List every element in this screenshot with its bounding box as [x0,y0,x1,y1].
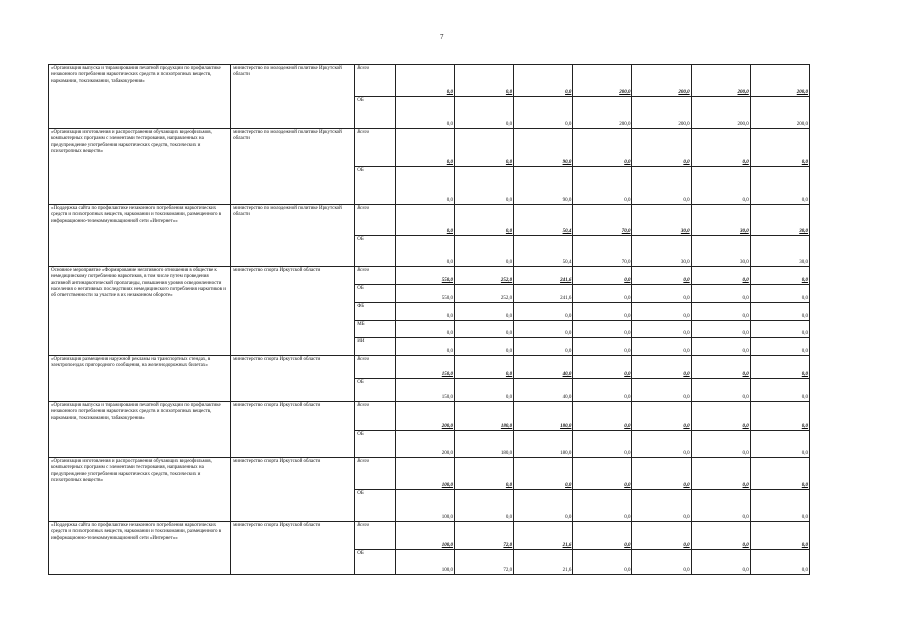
amount-cell: 0,0 [750,550,809,575]
amount-cell: 100,0 [395,490,454,522]
amount-cell: 252,0 [455,267,514,285]
funding-source: Всего [355,458,396,490]
amount-cell: 72,0 [455,550,514,575]
funding-source: ОБ [355,285,396,303]
funding-source: ОБ [355,379,396,402]
table-row [49,356,810,379]
measure-description: «Организация изготовления и распространения обучающих видеофильмов, компьютерных программ с элементами тестирования, направленных на предупреждение употребления наркотических средств, токсических и психотропных веществ» [49,129,231,205]
amount-cell: 0,0 [573,402,632,431]
amount-cell: 0,0 [691,431,750,458]
amount-cell: 0,0 [632,550,691,575]
amount-cell: 200,0 [632,97,691,129]
measure-description: «Организация размещения наружной рекламы на транспортных стендах, в электропоездах пригородного сообщения, на железнодорожных билетах» [49,356,231,402]
amount-cell: 0,0 [691,267,750,285]
amount-cell: 200,0 [395,402,454,431]
amount-cell: 0,0 [455,129,514,167]
amount-cell: 200,0 [573,65,632,97]
amount-cell: 90,0 [514,129,573,167]
amount-cell: 0,0 [750,379,809,402]
funding-source: Всего [355,356,396,379]
responsible-executor: министерство спорта Иркутской области [231,402,355,458]
amount-cell: 0,0 [455,321,514,338]
amount-cell: 0,0 [750,522,809,550]
amount-cell: 0,0 [573,321,632,338]
amount-cell: 0,0 [691,522,750,550]
funding-source: Всего [355,65,396,97]
funding-source: ОБ [355,236,396,267]
amount-cell: 0,0 [632,402,691,431]
measure-description: «Поддержка сайта по профилактике незаконного потребления наркотических средств и психотропных веществ, наркомании и токсикомании, размещенного в информационно-телекоммуникационной сети «Интернет»» [49,522,231,575]
table-row [49,267,810,285]
amount-cell: 0,0 [691,356,750,379]
amount-cell: 30,0 [750,236,809,267]
amount-cell: 0,0 [573,431,632,458]
amount-cell: 0,0 [750,490,809,522]
amount-cell: 70,0 [573,205,632,236]
amount-cell: 0,0 [455,303,514,321]
funding-source: Всего [355,205,396,236]
amount-cell: 180,0 [514,431,573,458]
amount-cell: 0,0 [632,338,691,356]
amount-cell: 0,0 [573,129,632,167]
amount-cell: 0,0 [395,167,454,205]
amount-cell: 0,0 [632,356,691,379]
funding-source: ФБ [355,303,396,321]
amount-cell: 0,0 [691,303,750,321]
funding-source: ОБ [355,97,396,129]
responsible-executor: министерство спорта Иркутской области [231,458,355,522]
measure-description: «Организация изготовления и распространения обучающих видеофильмов, компьютерных программ с элементами тестирования, направленных на предупреждение употребления наркотических средств, токсических и психотропных веществ» [49,458,231,522]
funding-source: ОБ [355,167,396,205]
amount-cell: 0,0 [455,65,514,97]
amount-cell: 70,0 [573,236,632,267]
responsible-executor: министерство спорта Иркутской области [231,522,355,575]
amount-cell: 252,0 [455,285,514,303]
funding-source: МБ [355,321,396,338]
amount-cell: 0,0 [691,458,750,490]
amount-cell: 200,0 [691,97,750,129]
amount-cell: 0,0 [395,321,454,338]
amount-cell: 0,0 [395,236,454,267]
amount-cell: 0,0 [691,490,750,522]
amount-cell: 0,0 [455,379,514,402]
amount-cell: 0,0 [573,338,632,356]
funding-table [48,64,810,575]
amount-cell: 0,0 [395,205,454,236]
amount-cell: 0,0 [750,458,809,490]
amount-cell: 21,6 [514,550,573,575]
amount-cell: 0,0 [750,402,809,431]
amount-cell: 0,0 [573,356,632,379]
amount-cell: 30,0 [632,205,691,236]
amount-cell: 0,0 [395,129,454,167]
amount-cell: 0,0 [691,338,750,356]
amount-cell: 0,0 [691,285,750,303]
amount-cell: 0,0 [632,285,691,303]
amount-cell: 40,0 [514,379,573,402]
funding-source: ИИ [355,338,396,356]
amount-cell: 72,0 [455,522,514,550]
amount-cell: 0,0 [514,97,573,129]
amount-cell: 0,0 [632,167,691,205]
amount-cell: 0,0 [395,65,454,97]
amount-cell: 50,4 [514,205,573,236]
amount-cell: 0,0 [514,65,573,97]
amount-cell: 0,0 [750,321,809,338]
funding-source: Всего [355,402,396,431]
amount-cell: 0,0 [455,356,514,379]
amount-cell: 200,0 [750,97,809,129]
measure-description: «Поддержка сайта по профилактике незаконного потребления наркотических средств и психотропных веществ, наркомании и токсикомании, размещенного в информационно-телекоммуникационной сети «Интернет»» [49,205,231,267]
amount-cell: 0,0 [750,303,809,321]
amount-cell: 0,0 [573,379,632,402]
responsible-executor: министерство спорта Иркутской области [231,267,355,356]
table-row [49,458,810,490]
amount-cell: 0,0 [573,303,632,321]
amount-cell: 0,0 [514,490,573,522]
amount-cell: 150,0 [395,379,454,402]
table-row [49,205,810,236]
amount-cell: 0,0 [632,267,691,285]
amount-cell: 150,0 [395,356,454,379]
page-number: 7 [440,33,444,41]
amount-cell: 30,0 [691,236,750,267]
amount-cell: 30,0 [750,205,809,236]
table-row [49,522,810,550]
amount-cell: 200,0 [691,65,750,97]
amount-cell: 0,0 [573,490,632,522]
measure-description: «Организация выпуска и тиражирования печатной продукции по профилактике незаконного потребления наркотических средств и психотропных веществ, наркомании, токсикомании, табакокурения» [49,402,231,458]
amount-cell: 0,0 [455,338,514,356]
amount-cell: 40,0 [514,356,573,379]
amount-cell: 0,0 [573,458,632,490]
amount-cell: 0,0 [514,321,573,338]
amount-cell: 100,0 [395,550,454,575]
measure-description: Основное мероприятие «Формирование негативного отношения в обществе к немедицинскому потреблению наркотиков, в том числе путем проведения активной антинаркотической пропаганды, повышения уровня осведомленности населения о негативных последствиях немедицинского потребления наркотиков и об ответственности за участие в их незаконном обороте» [49,267,231,356]
funding-source: ОБ [355,431,396,458]
funding-source: Всего [355,129,396,167]
amount-cell: 0,0 [750,338,809,356]
amount-cell: 0,0 [455,167,514,205]
amount-cell: 241,6 [514,267,573,285]
amount-cell: 0,0 [632,431,691,458]
amount-cell: 0,0 [750,285,809,303]
amount-cell: 0,0 [632,522,691,550]
amount-cell: 0,0 [691,379,750,402]
amount-cell: 0,0 [395,97,454,129]
table-row [49,65,810,97]
amount-cell: 0,0 [632,458,691,490]
amount-cell: 0,0 [632,303,691,321]
amount-cell: 0,0 [750,267,809,285]
amount-cell: 0,0 [573,167,632,205]
amount-cell: 30,0 [632,236,691,267]
amount-cell: 200,0 [750,65,809,97]
amount-cell: 0,0 [691,402,750,431]
amount-cell: 0,0 [750,356,809,379]
amount-cell: 0,0 [395,303,454,321]
funding-source: ОБ [355,490,396,522]
amount-cell: 0,0 [691,321,750,338]
table-row [49,129,810,167]
amount-cell: 0,0 [514,458,573,490]
amount-cell: 0,0 [691,167,750,205]
amount-cell: 180,0 [514,402,573,431]
amount-cell: 0,0 [395,338,454,356]
amount-cell: 0,0 [455,458,514,490]
amount-cell: 0,0 [750,167,809,205]
amount-cell: 180,0 [455,431,514,458]
amount-cell: 0,0 [514,303,573,321]
amount-cell: 200,0 [395,431,454,458]
amount-cell: 90,0 [514,167,573,205]
amount-cell: 550,0 [395,267,454,285]
amount-cell: 550,0 [395,285,454,303]
amount-cell: 0,0 [691,550,750,575]
amount-cell: 0,0 [455,236,514,267]
amount-cell: 21,6 [514,522,573,550]
amount-cell: 100,0 [395,522,454,550]
amount-cell: 241,6 [514,285,573,303]
responsible-executor: министерство спорта Иркутской области [231,356,355,402]
amount-cell: 0,0 [750,431,809,458]
amount-cell: 0,0 [632,490,691,522]
amount-cell: 0,0 [632,129,691,167]
amount-cell: 0,0 [573,267,632,285]
amount-cell: 50,4 [514,236,573,267]
amount-cell: 0,0 [455,205,514,236]
table-row [49,402,810,431]
amount-cell: 0,0 [573,522,632,550]
responsible-executor: министерство по молодежной политике Иркутской области [231,205,355,267]
amount-cell: 0,0 [455,97,514,129]
amount-cell: 0,0 [573,285,632,303]
amount-cell: 0,0 [455,490,514,522]
amount-cell: 0,0 [632,321,691,338]
funding-source: Всего [355,522,396,550]
amount-cell: 30,0 [691,205,750,236]
amount-cell: 200,0 [632,65,691,97]
responsible-executor: министерство по молодежной политике Иркутской области [231,65,355,129]
responsible-executor: министерство по молодежной политике Иркутской области [231,129,355,205]
amount-cell: 0,0 [632,379,691,402]
amount-cell: 0,0 [573,550,632,575]
amount-cell: 0,0 [514,338,573,356]
funding-source: ОБ [355,550,396,575]
amount-cell: 180,0 [455,402,514,431]
amount-cell: 0,0 [750,129,809,167]
measure-description: «Организация выпуска и тиражирования печатной продукции по профилактике незаконного потребления наркотических средств и психотропных веществ, наркомании, токсикомании, табакокурения» [49,65,231,129]
amount-cell: 100,0 [395,458,454,490]
funding-source: Всего [355,267,396,285]
amount-cell: 200,0 [573,97,632,129]
amount-cell: 0,0 [691,129,750,167]
